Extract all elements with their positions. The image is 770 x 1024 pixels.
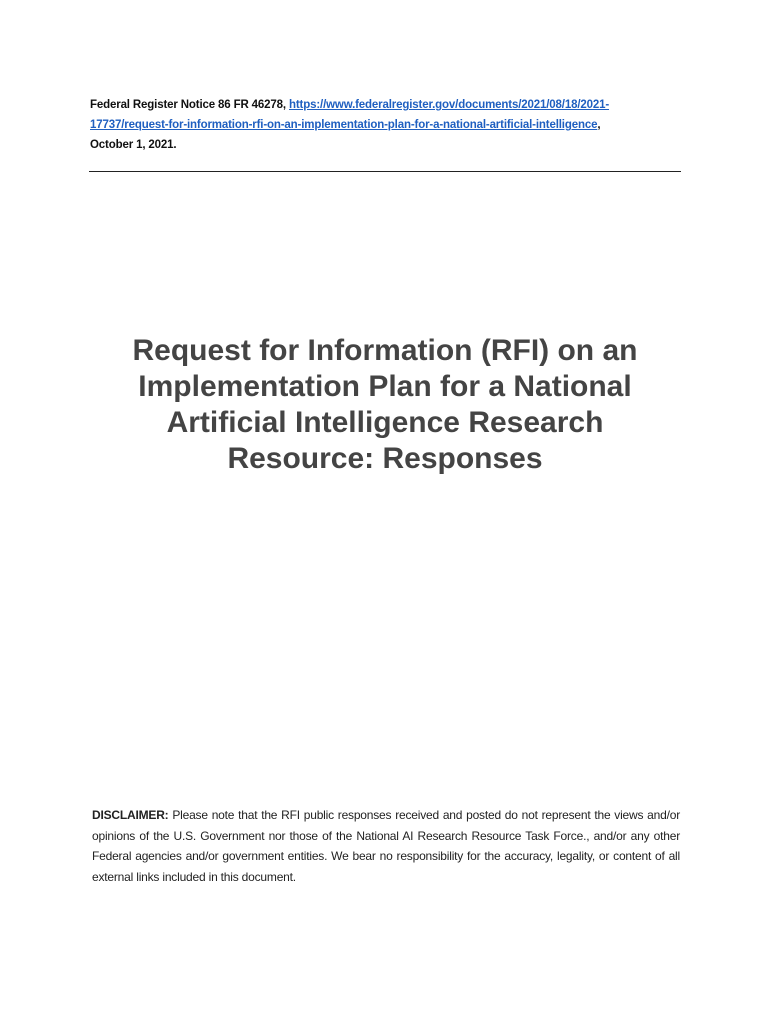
citation-prefix: Federal Register Notice 86 FR 46278, <box>90 99 289 111</box>
document-title <box>60 333 710 477</box>
disclaimer-label: DISCLAIMER: <box>92 808 169 822</box>
title-line-4: Resource: Responses <box>227 442 543 475</box>
horizontal-divider <box>89 171 681 172</box>
disclaimer-text: Please note that the RFI public responses received and posted do not represent the views and/or opinions of the U.S. Government nor those of the National AI Research Resource Task Force., and/or any other Federal agencies and/or government entities. We bear no responsibility for the accuracy, legality, or content of all external links included in this document. <box>92 808 680 884</box>
citation-comma: , <box>597 119 601 131</box>
link-line-1: https://www.federalregister.gov/documents/2021/08/18/2021- <box>289 99 610 111</box>
link-line-2: 17737/request-for-information-rfi-on-an-implementation-plan-for-a-national-artificial-intelligence <box>90 119 598 131</box>
title-line-2: Implementation Plan for a National <box>138 370 632 403</box>
title-line-1: Request for Information (RFI) on an <box>132 334 638 367</box>
disclaimer-paragraph <box>92 805 680 887</box>
federal-register-citation <box>90 95 690 155</box>
citation-date: October 1, 2021. <box>90 139 177 151</box>
title-line-3: Artificial Intelligence Research <box>166 406 604 439</box>
